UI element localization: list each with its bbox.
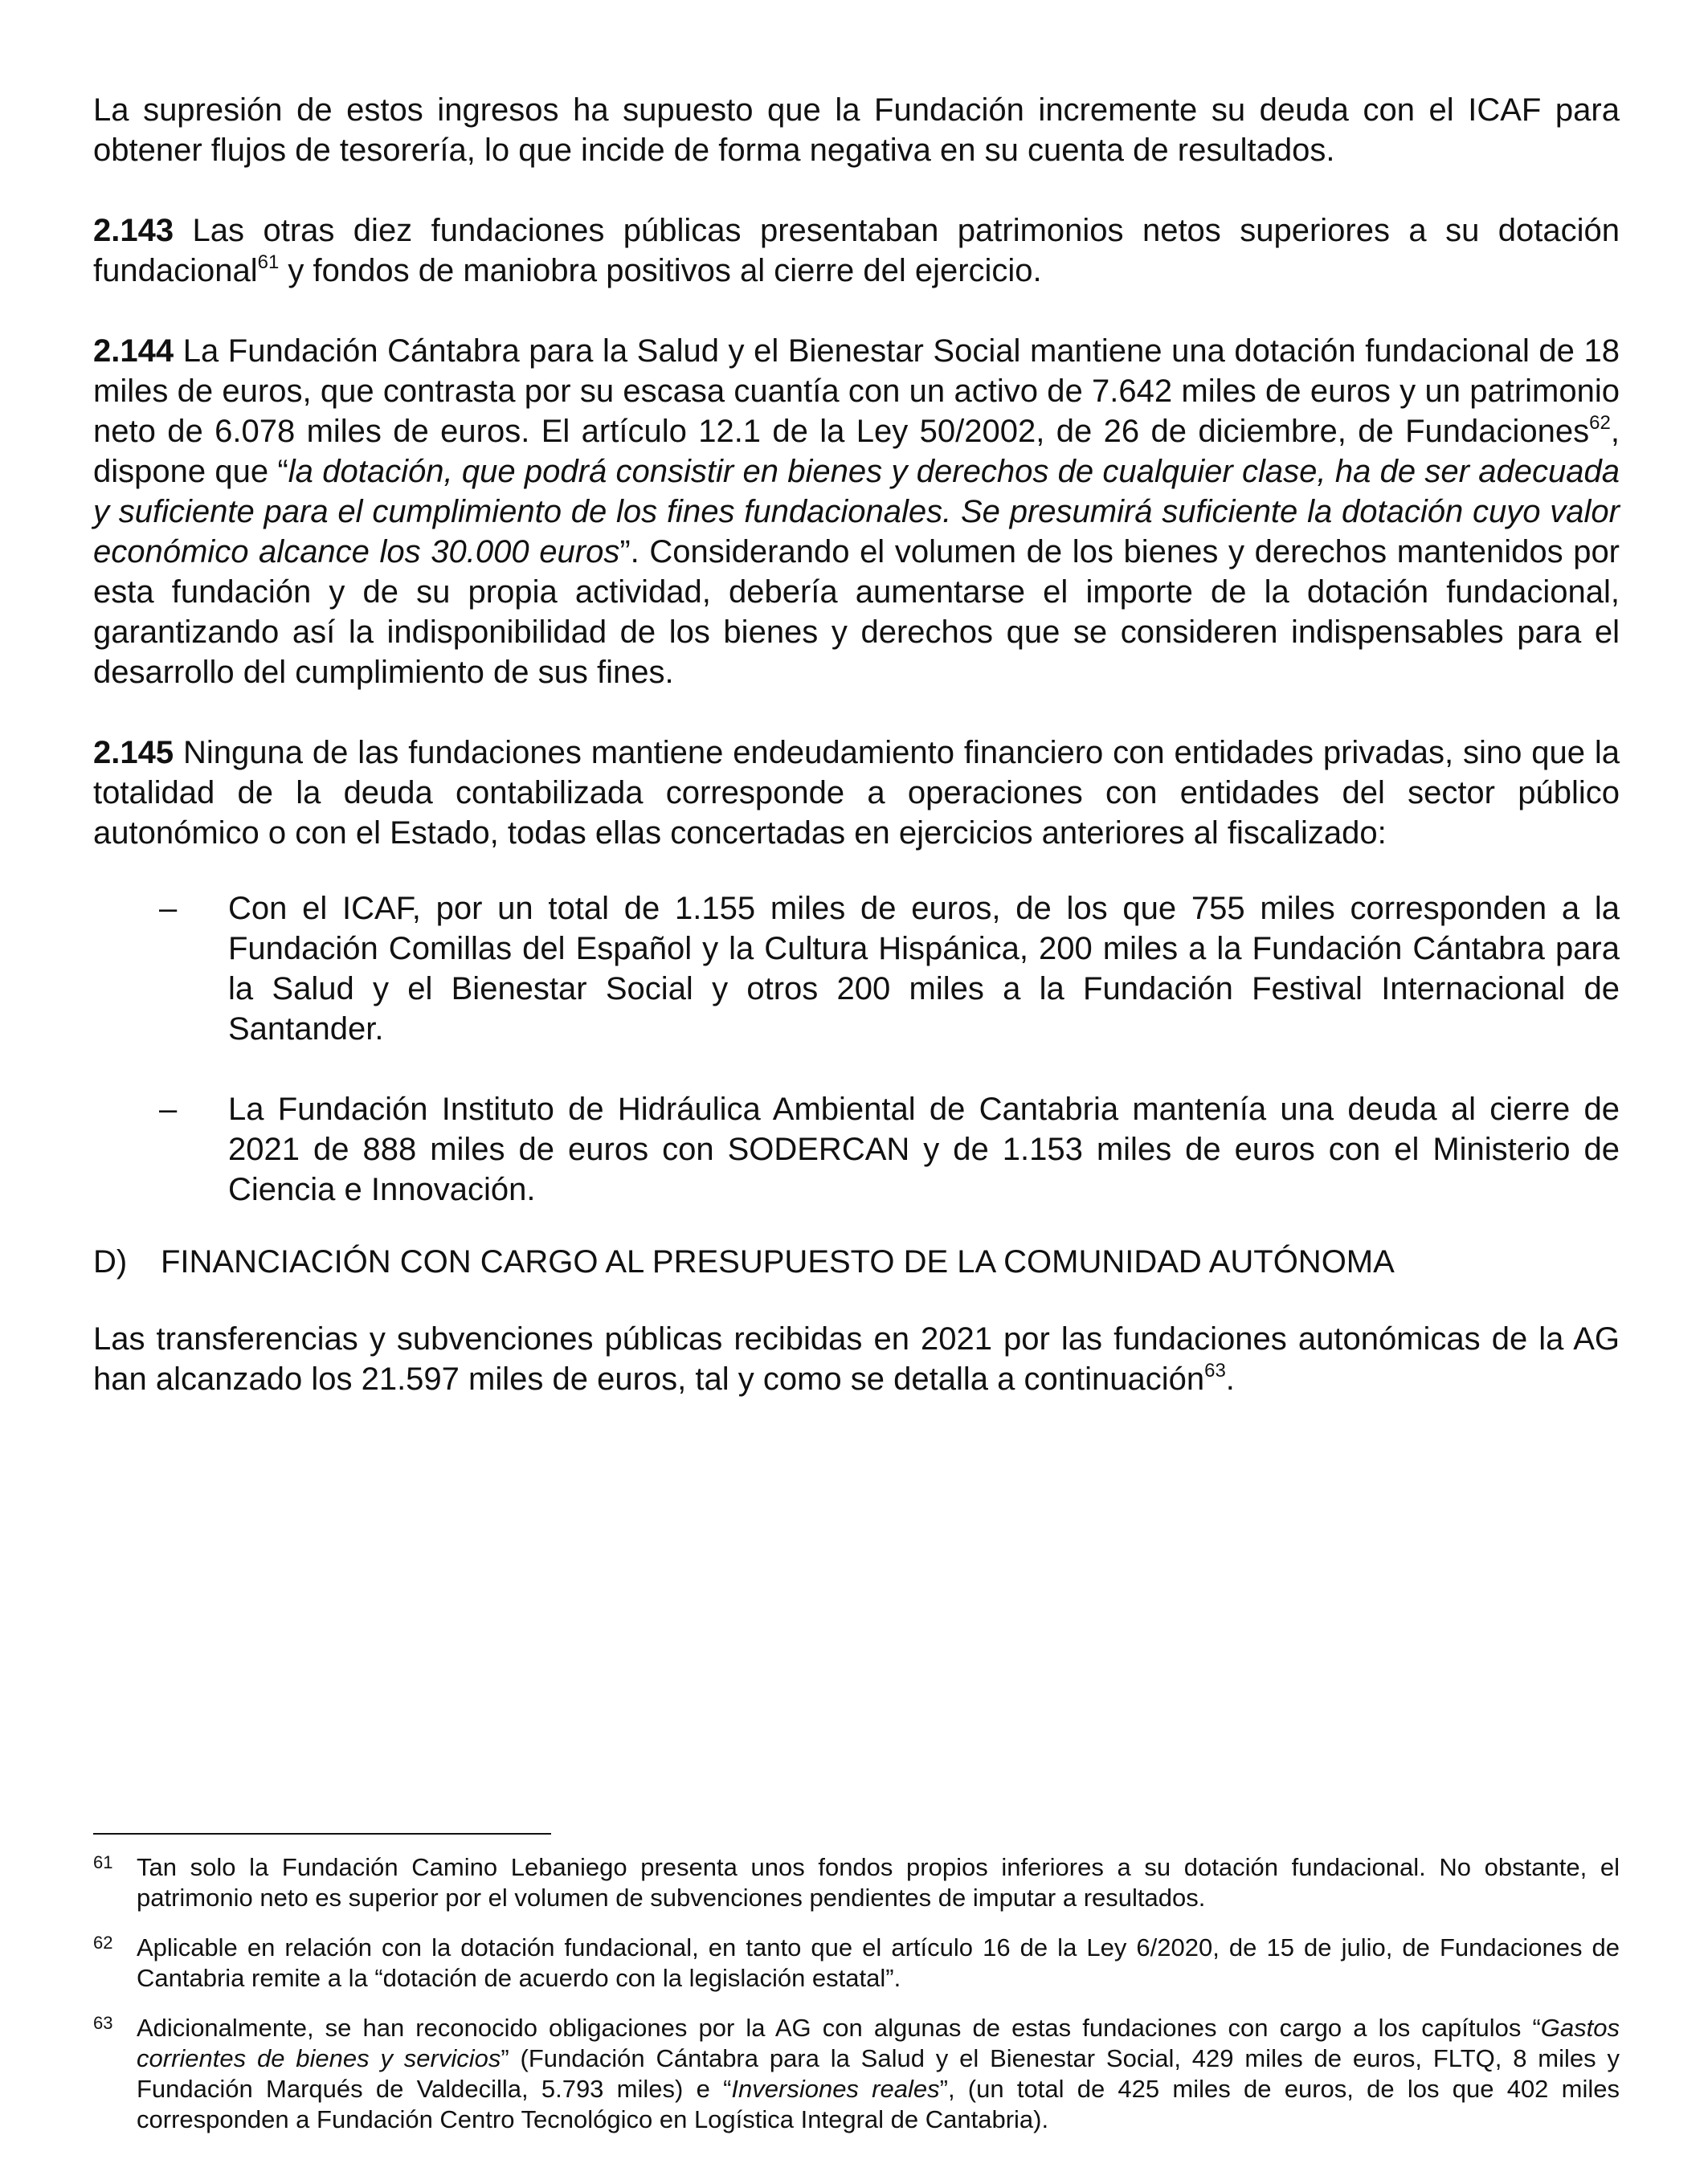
paragraph-final <box>93 1319 1620 1399</box>
section-title: FINANCIACIÓN CON CARGO AL PRESUPUESTO DE LA COMUNIDAD AUTÓNOMA <box>161 1244 1395 1280</box>
footnote-ref-61[interactable]: 61 <box>257 251 280 273</box>
dash-bullet-icon: – <box>159 891 178 926</box>
footnote-number: 63 <box>93 2013 113 2033</box>
paragraph-text: Las transferencias y subvenciones públicas recibidas en 2021 por las fundaciones autonómicas de la AG han alcanzado los 21.597 miles de euros, tal y como se detalla a continuación <box>93 1321 1620 1397</box>
footnote-text-part: ”, (un total de 425 miles de euros, de los que 402 miles corresponden a Fundación Centro Tecnológico en Logística Integral de Cantabria). <box>137 2075 1620 2133</box>
section-letter: D) <box>93 1244 128 1280</box>
list-item-text: Con el ICAF, por un total de 1.155 miles de euros, de los que 755 miles corresponden a la Fundación Comillas del Español y la Cultura Hispánica, 200 miles a la Fundación Cántabra para la Salud y el Bienestar Social y otros 200 miles a la Fundación Festival Internacional de Santander. <box>228 891 1620 1047</box>
list-item <box>93 888 1620 1049</box>
footnote-ref-63[interactable]: 63 <box>1204 1360 1226 1382</box>
paragraph-text: ”. Considerando el volumen de los bienes y derechos mantenidos por esta fundación y de su propia actividad, debería aumentarse el importe de la dotación fundacional, garantizando así la indisponibilidad de los bienes y derechos que se consideren indispensables para el desarrollo del cumplimiento de sus fines. <box>93 534 1620 690</box>
list-item-text: La Fundación Instituto de Hidráulica Ambiental de Cantabria mantenía una deuda al cierre de 2021 de 888 miles de euros con SODERCAN y de 1.153 miles de euros con el Ministerio de Ciencia e Innovación. <box>228 1092 1620 1207</box>
paragraph-number: 2.143 <box>93 213 174 248</box>
footnote-italic: Inversiones reales <box>731 2075 940 2103</box>
footnote-text <box>137 2013 1620 2135</box>
footnote-text: Tan solo la Fundación Camino Lebaniego presenta unos fondos propios inferiores a su dotación fundacional. No obstante, el patrimonio neto es superior por el volumen de subvenciones pendientes de imputar a resultados. <box>137 1853 1620 1912</box>
footnote-number: 61 <box>93 1852 113 1872</box>
paragraph-text: La Fundación Cántabra para la Salud y el Bienestar Social mantiene una dotación fundacional de 18 miles de euros, que contrasta por su escasa cuantía con un activo de 7.642 miles de euros y un patrimonio neto de 6.078 miles de euros. El artículo 12.1 de la Ley 50/2002, de 26 de diciembre, de Fundaciones <box>93 333 1620 449</box>
paragraph-text: Las otras diez fundaciones públicas presentaban patrimonios netos superiores a su dotación fundacional <box>93 213 1620 288</box>
footnotes <box>93 1833 1620 2154</box>
dash-bullet-icon: – <box>159 1092 178 1127</box>
footnote-ref-62[interactable]: 62 <box>1589 412 1611 434</box>
list-item <box>93 1089 1620 1210</box>
paragraph-text: . <box>1225 1361 1235 1397</box>
paragraph-intro: La supresión de estos ingresos ha supuesto que la Fundación incremente su deuda con el ICAF para obtener flujos de tesorería, lo que incide de forma negativa en su cuenta de resultados. <box>93 92 1620 168</box>
paragraph-text: y fondos de maniobra positivos al cierre del ejercicio. <box>279 253 1042 288</box>
footnote-italic: Gastos corrientes de bienes y servicios <box>137 2014 1620 2072</box>
paragraph-2-143 <box>93 210 1620 291</box>
footnote-number: 62 <box>93 1933 113 1953</box>
footnote-text: Aplicable en relación con la dotación fundacional, en tanto que el artículo 16 de la Ley 6/2020, de 15 de julio, de Fundaciones de Cantabria remite a la “dotación de acuerdo con la legislación estatal”. <box>137 1933 1620 1992</box>
debt-list <box>93 888 1620 1210</box>
footnote-text-part: Adicionalmente, se han reconocido obligaciones por la AG con algunas de estas fundaciones con cargo a los capítulos “ <box>137 2014 1541 2042</box>
footnote-separator <box>93 1833 551 1835</box>
footnote-62 <box>93 1933 1620 1994</box>
paragraph-text: Ninguna de las fundaciones mantiene endeudamiento financiero con entidades privadas, sino que la totalidad de la deuda contabilizada corresponde a operaciones con entidades del sector público autonómico o con el Estado, todas ellas concertadas en ejercicios anteriores al fiscalizado: <box>93 735 1620 851</box>
paragraph-number: 2.145 <box>93 735 174 770</box>
paragraph-2-145 <box>93 733 1620 853</box>
footnote-61 <box>93 1852 1620 1913</box>
footnote-text-part: ” (Fundación Cántabra para la Salud y el Bienestar Social, 429 miles de euros, FLTQ, 8 miles y Fundación Marqués de Valdecilla, 5.793 miles) e “ <box>137 2044 1620 2103</box>
paragraph-2-144 <box>93 331 1620 692</box>
legal-quote: la dotación, que podrá consistir en bienes y derechos de cualquier clase, ha de ser adecuada y suficiente para el cumplimiento de los fines fundacionales. Se presumirá suficiente la dotación cuyo valor económico alcance los 30.000 euros <box>93 454 1620 569</box>
paragraph-text: , dispone que “ <box>93 414 1620 489</box>
document-body <box>93 90 1620 1399</box>
section-heading-d <box>93 1242 1620 1282</box>
footnote-63 <box>93 2013 1620 2135</box>
paragraph-number: 2.144 <box>93 333 174 369</box>
